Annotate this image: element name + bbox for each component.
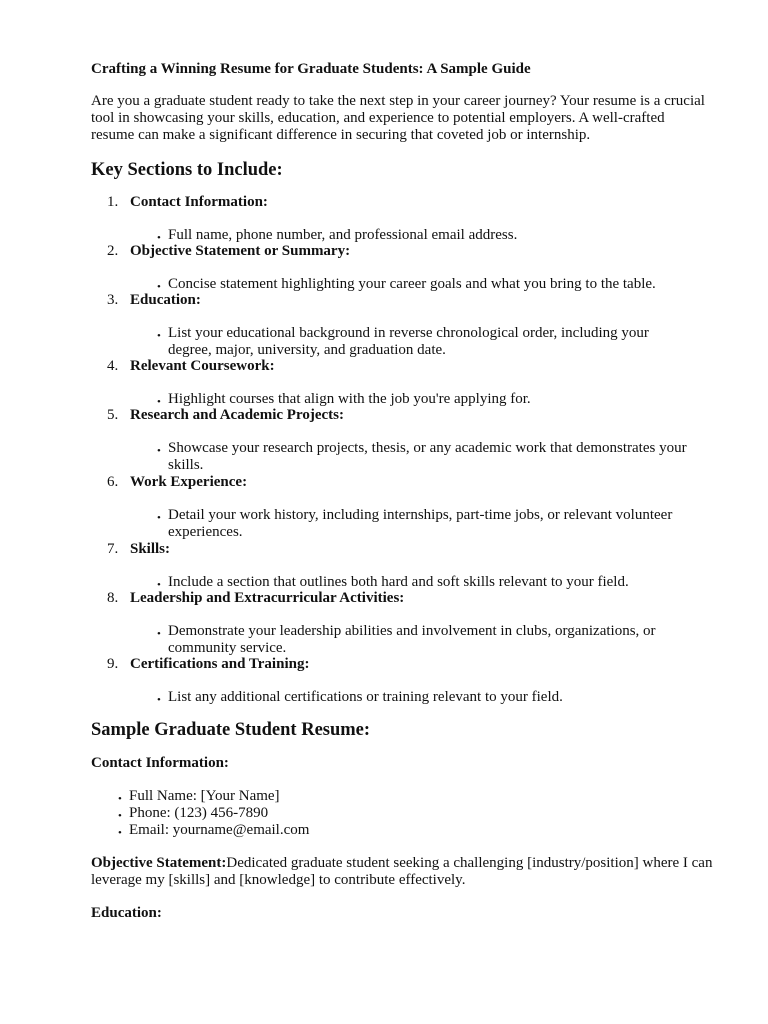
bullet-icon: •	[118, 810, 122, 822]
bullet-text: Full name, phone number, and professional email address.	[168, 227, 518, 243]
section-bullet	[91, 574, 688, 591]
bullet-text: Concise statement highlighting your career goals and what you bring to the table.	[168, 276, 656, 292]
bullet-text: Demonstrate your leadership abilities and involvement in clubs, organizations, or community service.	[168, 623, 656, 656]
bullet-icon: •	[118, 827, 122, 839]
bullet-icon: •	[157, 396, 161, 408]
bullet-icon: •	[118, 793, 122, 805]
bullet-text: List your educational background in reverse chronological order, including your degree, major, university, and graduation date.	[168, 325, 649, 358]
section-label: Skills:	[130, 541, 171, 557]
section-item	[91, 656, 721, 706]
section-label: Leadership and Extracurricular Activities:	[130, 590, 405, 606]
section-bullet	[91, 325, 688, 359]
section-number: 7.	[107, 541, 119, 557]
bullet-text: List any additional certifications or training relevant to your field.	[168, 689, 563, 705]
bullet-icon: •	[157, 694, 161, 706]
bullet-icon: •	[157, 330, 161, 342]
contact-email: Email: yourname@email.com	[129, 822, 310, 838]
key-sections-heading: Key Sections to Include:	[91, 160, 283, 180]
bullet-icon: •	[157, 512, 161, 524]
section-number: 4.	[107, 358, 119, 374]
contact-phone: Phone: (123) 456-7890	[129, 805, 269, 821]
section-label: Objective Statement or Summary:	[130, 243, 351, 259]
section-item	[91, 292, 721, 359]
section-label: Work Experience:	[130, 474, 248, 490]
objective-label: Objective Statement:	[91, 855, 227, 871]
section-item	[91, 358, 721, 408]
section-item	[91, 474, 721, 541]
section-number: 1.	[107, 194, 119, 210]
section-bullet	[91, 507, 688, 541]
bullet-icon: •	[157, 232, 161, 244]
section-item	[91, 243, 721, 293]
education-heading: Education:	[91, 905, 162, 921]
sample-resume-heading: Sample Graduate Student Resume:	[91, 720, 371, 740]
contact-heading: Contact Information:	[91, 755, 229, 771]
contact-name: Full Name: [Your Name]	[129, 788, 280, 804]
section-bullet	[91, 623, 688, 657]
section-item	[91, 407, 721, 474]
bullet-text: Highlight courses that align with the job you're applying for.	[168, 391, 531, 407]
section-label: Relevant Coursework:	[130, 358, 275, 374]
section-label: Research and Academic Projects:	[130, 407, 344, 423]
section-label: Contact Information:	[130, 194, 268, 210]
objective-paragraph	[91, 855, 716, 889]
bullet-text: Detail your work history, including internships, part-time jobs, or relevant volunteer experiences.	[168, 507, 673, 540]
section-item	[91, 194, 721, 244]
section-bullet	[91, 391, 688, 408]
bullet-icon: •	[157, 579, 161, 591]
section-bullet	[91, 227, 688, 244]
intro-paragraph: Are you a graduate student ready to take the next step in your career journey? Your resume is a crucial tool in showcasing your skills, education, and experience to potential employers. A well-crafted resume can make a significant difference in securing that coveted job or internship.	[91, 93, 705, 143]
contact-list	[91, 788, 309, 839]
section-bullet	[91, 276, 688, 293]
section-number: 6.	[107, 474, 119, 490]
bullet-icon: •	[157, 281, 161, 293]
bullet-text: Showcase your research projects, thesis, or any academic work that demonstrates your skills.	[168, 440, 687, 473]
section-number: 9.	[107, 656, 119, 672]
section-number: 5.	[107, 407, 119, 423]
section-label: Certifications and Training:	[130, 656, 310, 672]
section-bullet	[91, 440, 688, 474]
list-item	[91, 822, 309, 839]
document-title: Crafting a Winning Resume for Graduate Students: A Sample Guide	[91, 61, 531, 77]
section-number: 3.	[107, 292, 119, 308]
bullet-icon: •	[157, 628, 161, 640]
list-item	[91, 788, 309, 805]
section-item	[91, 590, 721, 657]
objective-text: Dedicated graduate student seeking a challenging [industry/position] where I can leverage my [skills] and [knowledge] to contribute effectively.	[91, 855, 713, 888]
section-label: Education:	[130, 292, 201, 308]
section-bullet	[91, 689, 688, 706]
bullet-icon: •	[157, 445, 161, 457]
list-item	[91, 805, 309, 822]
bullet-text: Include a section that outlines both hard and soft skills relevant to your field.	[168, 574, 629, 590]
section-item	[91, 541, 721, 591]
section-number: 2.	[107, 243, 119, 259]
section-number: 8.	[107, 590, 119, 606]
